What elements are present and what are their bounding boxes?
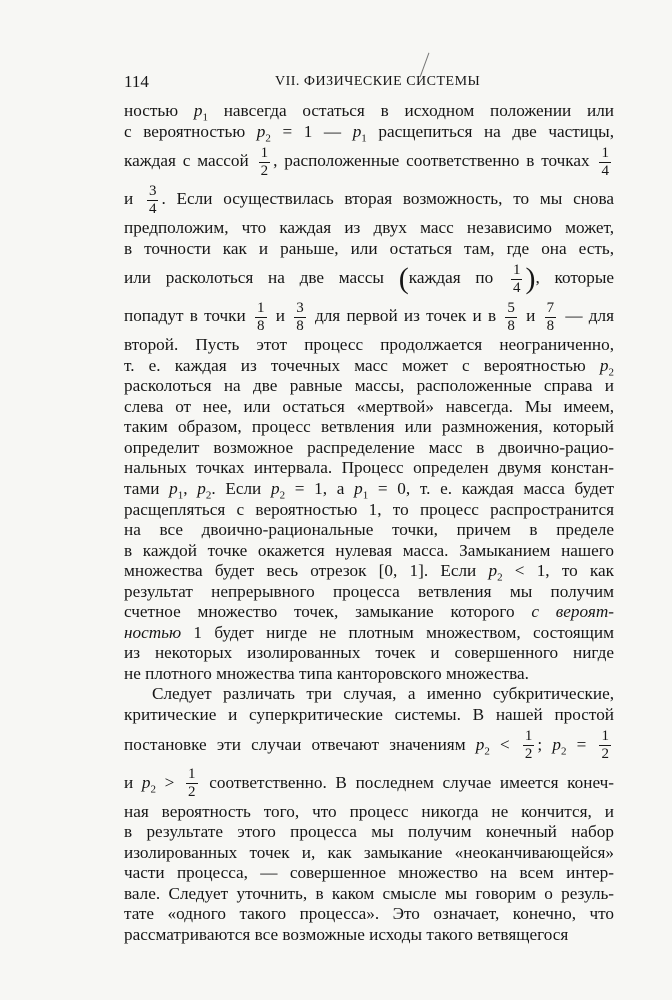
text-line: Следует различать три случая, а именно субкритические, [152, 684, 614, 704]
text-line: изолированных точек и, как замыкание «неоканчивающейся» [124, 842, 614, 862]
text-line: счетное множество точек, замыкание которого с вероят- [124, 602, 614, 622]
text-line: или расколоться на две массы (каждая по $\frac{1}{4}$ ), которые [124, 261, 614, 296]
text-line: второй. Пусть этот процесс продолжается неограниченно, [124, 335, 614, 355]
page-number: 114 [124, 72, 149, 91]
text-line: расколоться на две равные массы, расположенные справа и [124, 376, 614, 396]
text-line: в каждой точке окажется нулевая масса. Замыканием нашего [124, 540, 614, 560]
text-line: нальных точках интервала. Процесс определен двумя констан- [124, 458, 614, 478]
text-line: на все двоично-рациональные точки, причем в пределе [124, 520, 614, 540]
text-line: слева от нее, или остаться «мертвой» навсегда. Мы имеем, [124, 396, 614, 416]
text-line: тате «одного такого процесса». Это означает, конечно, что [124, 904, 614, 924]
text-line: ная вероятность того, что процесс никогда не кончится, и [124, 801, 614, 821]
text-line: ностью $p_1$ навсегда остаться в исходном положении или [124, 101, 614, 124]
body-text [124, 101, 614, 945]
text-line: таким образом, процесс ветвления или размножения, который [124, 417, 614, 437]
text-line: с вероятностью $p_2 = 1$ — $p_1$ расщепиться на две частицы, [124, 121, 614, 144]
text-line: и $\frac{3}{4}$ . Если осуществилась вторая возможность, то мы снова [124, 182, 615, 217]
text-line: из некоторых изолированных точек и совершенного нигде [124, 643, 614, 663]
text-line: попадут в точки $\frac{1}{8}$ и $\frac{3}{8}$ для первой из точек и в $\frac{5}{8}$ и $\frac{7}{8}$ — для [124, 299, 614, 334]
text-line: тами $p_1$, $p_2$. Если $p_2 = 1$, а $p_1 = 0$, т. е. каждая масса будет [124, 479, 615, 502]
text-line: множества будет весь отрезок [0, 1]. Если $p_2 < 1$, то как [124, 561, 615, 584]
text-line: рассматриваются все возможные исходы такого ветвящегося [124, 924, 569, 944]
running-header [0, 72, 672, 94]
text-line: т. е. каждая из точечных масс может с вероятностью $p_2$ [124, 355, 614, 379]
text-line: вале. Следует уточнить, в каком смысле мы говорим о резуль- [124, 883, 614, 903]
text-line: не плотного множества типа канторовского множества. [124, 663, 529, 683]
text-line: постановке эти случаи отвечают значениям $p_2$ < $\frac{1}{2}$ ; $p_2$ = $\frac{1}{2}$ [124, 728, 609, 763]
text-line: в результате этого процесса мы получим конечный набор [124, 822, 614, 842]
text-line: ностью 1 будет нигде не плотным множеством, состоящим [124, 622, 614, 642]
text-line: критические и суперкритические системы. В нашей простой [124, 705, 614, 725]
running-title: VII. ФИЗИЧЕСКИЕ СИСТЕМЫ [275, 74, 481, 89]
text-line: и $p_2$ > $\frac{1}{2}$ соответственно. В последнем случае имеется конеч- [124, 766, 615, 801]
text-line: результат непрерывного процесса ветвления мы получим [124, 581, 614, 601]
text-line: части процесса, — совершенное множество на всем интер- [124, 863, 614, 883]
text-line: расщепляться с вероятностью 1, то процесс распространится [124, 499, 614, 519]
text-line: в точности как и раньше, или остаться там, где она есть, [124, 238, 614, 258]
text-line: определит возможное распределение масс в двоично-рацио- [124, 437, 614, 457]
text-line: предположим, что каждая из двух масс независимо может, [124, 218, 614, 238]
text-line: каждая с массой $\frac{1}{2}$ , расположенные соответственно в точках $\frac{1}{4}$ [124, 144, 609, 179]
